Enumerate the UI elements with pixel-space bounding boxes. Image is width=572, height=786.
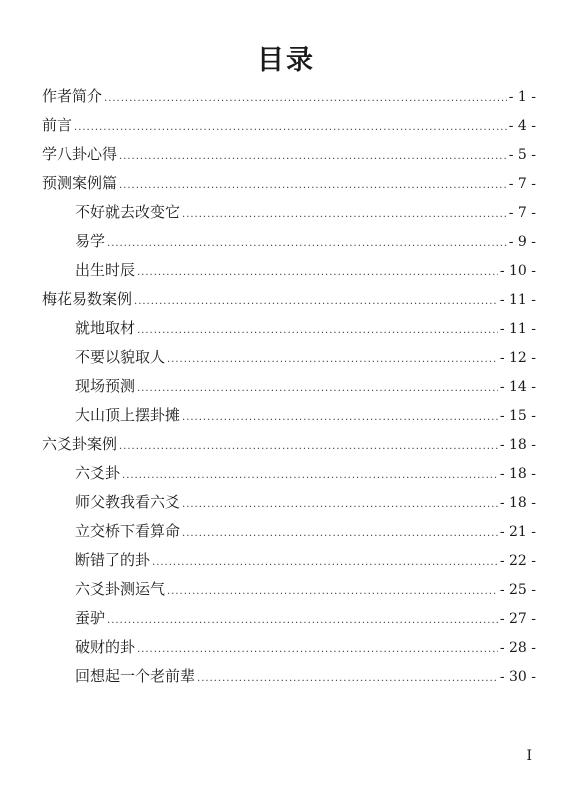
toc-entry-page-number: - 18 - <box>499 437 536 453</box>
toc-dot-leader <box>122 461 498 490</box>
toc-entry-label: 蚕驴 <box>75 609 106 627</box>
toc-entry[interactable] <box>42 111 536 140</box>
toc-entry-label: 现场预测 <box>75 377 136 395</box>
toc-dot-leader <box>137 258 498 287</box>
toc-entry[interactable] <box>42 517 536 546</box>
toc-entry-page-number: - 9 - <box>508 234 536 250</box>
toc-dot-leader <box>152 548 498 577</box>
toc-entry-page-number: - 7 - <box>508 176 536 192</box>
toc-dot-leader <box>119 432 498 461</box>
toc-dot-leader <box>167 345 498 374</box>
toc-dot-leader <box>119 142 507 171</box>
toc-dot-leader <box>74 113 507 142</box>
toc-entry-page-number: - 1 - <box>508 89 536 105</box>
toc-entry-page-number: - 30 - <box>499 669 536 685</box>
toc-dot-leader <box>107 606 498 635</box>
toc-entry-page-number: - 11 - <box>499 292 536 308</box>
toc-entry-page-number: - 11 - <box>499 321 536 337</box>
toc-entry-label: 回想起一个老前辈 <box>75 667 196 685</box>
toc-entry[interactable] <box>42 488 536 517</box>
toc-entry-page-number: - 18 - <box>499 466 536 482</box>
toc-entry-page-number: - 22 - <box>499 553 536 569</box>
toc-dot-leader <box>182 519 498 548</box>
toc-entry-page-number: - 7 - <box>508 205 536 221</box>
toc-dot-leader <box>137 374 498 403</box>
toc-entry[interactable] <box>42 575 536 604</box>
toc-entry-label: 前言 <box>42 116 73 134</box>
toc-entry-page-number: - 21 - <box>499 524 536 540</box>
toc-entry-label: 梅花易数案例 <box>42 290 133 308</box>
toc-dot-leader <box>119 171 507 200</box>
toc-entry[interactable] <box>42 198 536 227</box>
toc-entry[interactable] <box>42 140 536 169</box>
toc-entry-label: 断错了的卦 <box>75 551 151 569</box>
toc-entry-page-number: - 4 - <box>508 118 536 134</box>
toc-entry-label: 易学 <box>75 232 106 250</box>
toc-entry[interactable] <box>42 459 536 488</box>
toc-dot-leader <box>137 635 498 664</box>
toc-dot-leader <box>182 200 507 229</box>
toc-entry-label: 不要以貌取人 <box>75 348 166 366</box>
toc-dot-leader <box>137 316 498 345</box>
toc-entry-label: 学八卦心得 <box>42 145 118 163</box>
toc-entry[interactable] <box>42 430 536 459</box>
toc-entry-page-number: - 18 - <box>499 495 536 511</box>
toc-dot-leader <box>104 84 507 113</box>
toc-entry[interactable] <box>42 343 536 372</box>
toc-dot-leader <box>182 490 498 519</box>
toc-entry[interactable] <box>42 633 536 662</box>
toc-dot-leader <box>182 403 498 432</box>
toc-entry[interactable] <box>42 401 536 430</box>
table-of-contents <box>42 82 536 691</box>
toc-entry-label: 出生时辰 <box>75 261 136 279</box>
toc-entry-page-number: - 28 - <box>499 640 536 656</box>
toc-entry-label: 就地取材 <box>75 319 136 337</box>
toc-entry[interactable] <box>42 546 536 575</box>
toc-entry-label: 师父教我看六爻 <box>75 493 181 511</box>
toc-entry[interactable] <box>42 372 536 401</box>
toc-entry-page-number: - 10 - <box>499 263 536 279</box>
toc-entry-label: 作者简介 <box>42 87 103 105</box>
toc-entry-label: 破财的卦 <box>75 638 136 656</box>
toc-entry-page-number: - 15 - <box>499 408 536 424</box>
toc-entry-page-number: - 5 - <box>508 147 536 163</box>
toc-entry[interactable] <box>42 82 536 111</box>
toc-entry[interactable] <box>42 227 536 256</box>
page-title: 目录 <box>257 45 315 76</box>
toc-entry-label: 六爻卦测运气 <box>75 580 166 598</box>
toc-entry[interactable] <box>42 314 536 343</box>
page-number: I <box>526 748 532 764</box>
toc-entry[interactable] <box>42 256 536 285</box>
toc-entry-label: 大山顶上摆卦摊 <box>75 406 181 424</box>
toc-entry-label: 立交桥下看算命 <box>75 522 181 540</box>
toc-dot-leader <box>167 577 498 606</box>
toc-entry[interactable] <box>42 169 536 198</box>
toc-entry-page-number: - 14 - <box>499 379 536 395</box>
toc-entry-label: 预测案例篇 <box>42 174 118 192</box>
toc-entry-label: 六爻卦案例 <box>42 435 118 453</box>
toc-entry[interactable] <box>42 604 536 633</box>
toc-entry-label: 不好就去改变它 <box>75 203 181 221</box>
toc-entry[interactable] <box>42 662 536 691</box>
toc-entry-page-number: - 25 - <box>499 582 536 598</box>
toc-entry[interactable] <box>42 285 536 314</box>
toc-dot-leader <box>134 287 498 316</box>
toc-entry-page-number: - 27 - <box>499 611 536 627</box>
toc-dot-leader <box>107 229 507 258</box>
toc-entry-page-number: - 12 - <box>499 350 536 366</box>
toc-dot-leader <box>197 664 498 693</box>
toc-entry-label: 六爻卦 <box>75 464 121 482</box>
